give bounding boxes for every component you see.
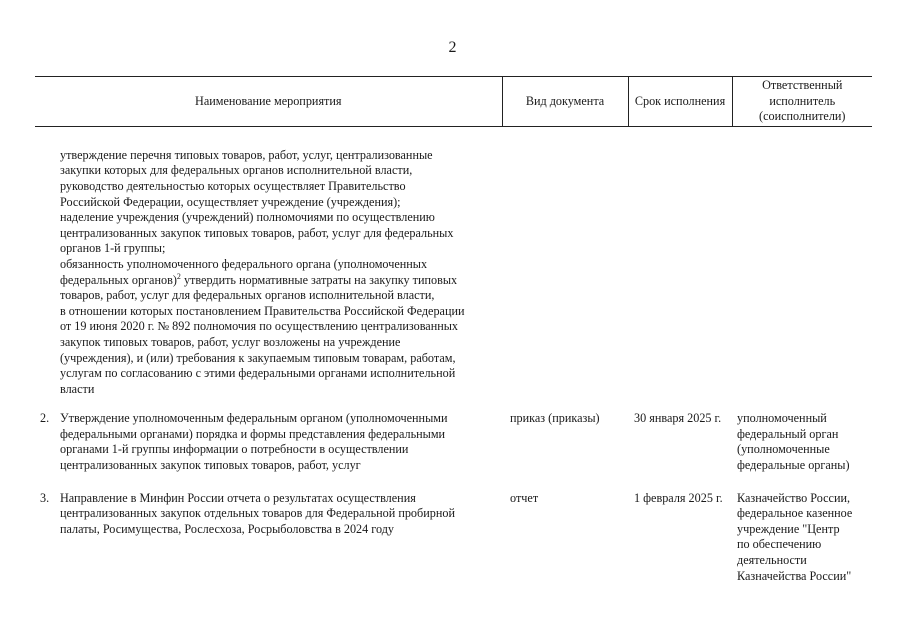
continuation-text: утверждение перечня типовых товаров, работ, услуг, централизованные закупки которых для федеральных органов исполнительной власти, руководство деятельностью которых осуществляет Правительство Российской Федерации, осуществляет учреждение (учреждения); наделение учреждения (учреждений) полномочиями по осуществлению централизованных закупок типовых товаров, работ, услуг для федеральных органов 1-й группы; обязанность уполномоченного федерального органа (уполномоченных федеральных органов)$^2$ утвердить нормативные затраты на закупку типовых товаров, работ, услуг для федеральных органов исполнительной власти, в отношении которых постановлением Правительства Российской Федерации от 19 июня 2020 г. № 892 полномочия по осуществлению централизованных закупок типовых товаров, работ, услуг возложены на учреждение (учреждения), и (или) требования к закупаемым типовым товарам, работам, услугам по согласованию с этими федеральными органами исполнительной власти <box>60 147 465 396</box>
plan-table <box>35 76 872 584</box>
row-doc-type: приказ (приказы) <box>510 411 600 426</box>
table-row <box>35 411 872 473</box>
header-name: Наименование мероприятия <box>35 77 502 127</box>
header-due: Срок исполнения <box>628 77 732 127</box>
header-doc-type: Вид документа <box>502 77 628 127</box>
row-due: 30 января 2025 г. <box>634 411 722 426</box>
row-due: 1 февраля 2025 г. <box>634 490 723 505</box>
table-row <box>35 491 872 585</box>
footnote-mark: 2 <box>176 271 181 281</box>
row-responsible: уполномоченный федеральный орган (уполномоченные федеральные органы) <box>737 411 850 473</box>
header-responsible: Ответственный исполнитель (соисполнители) <box>732 77 872 127</box>
continuation-row <box>35 148 872 398</box>
row-number: 2. <box>40 411 50 426</box>
row-name: Направление в Минфин России отчета о результатах осуществления централизованных закупок отдельных товаров для Федеральной пробирной палаты, Росимущества, Рослесхоза, Росрыболовства в 2024 году <box>60 490 455 536</box>
page-number: 2 <box>448 39 457 56</box>
row-name: Утверждение уполномоченным федеральным органом (уполномоченными федеральными органами) порядка и формы представления федеральными органами 1-й группы информации о потребности в осуществлении централизованных закупок типовых товаров, работ, услуг <box>60 411 448 473</box>
row-number: 3. <box>40 490 50 505</box>
row-doc-type: отчет <box>510 490 539 505</box>
table-header-row <box>35 77 872 127</box>
row-responsible: Казначейство России, федеральное казенное учреждение "Центр по обеспечению деятельности Казначейства России" <box>737 490 853 583</box>
